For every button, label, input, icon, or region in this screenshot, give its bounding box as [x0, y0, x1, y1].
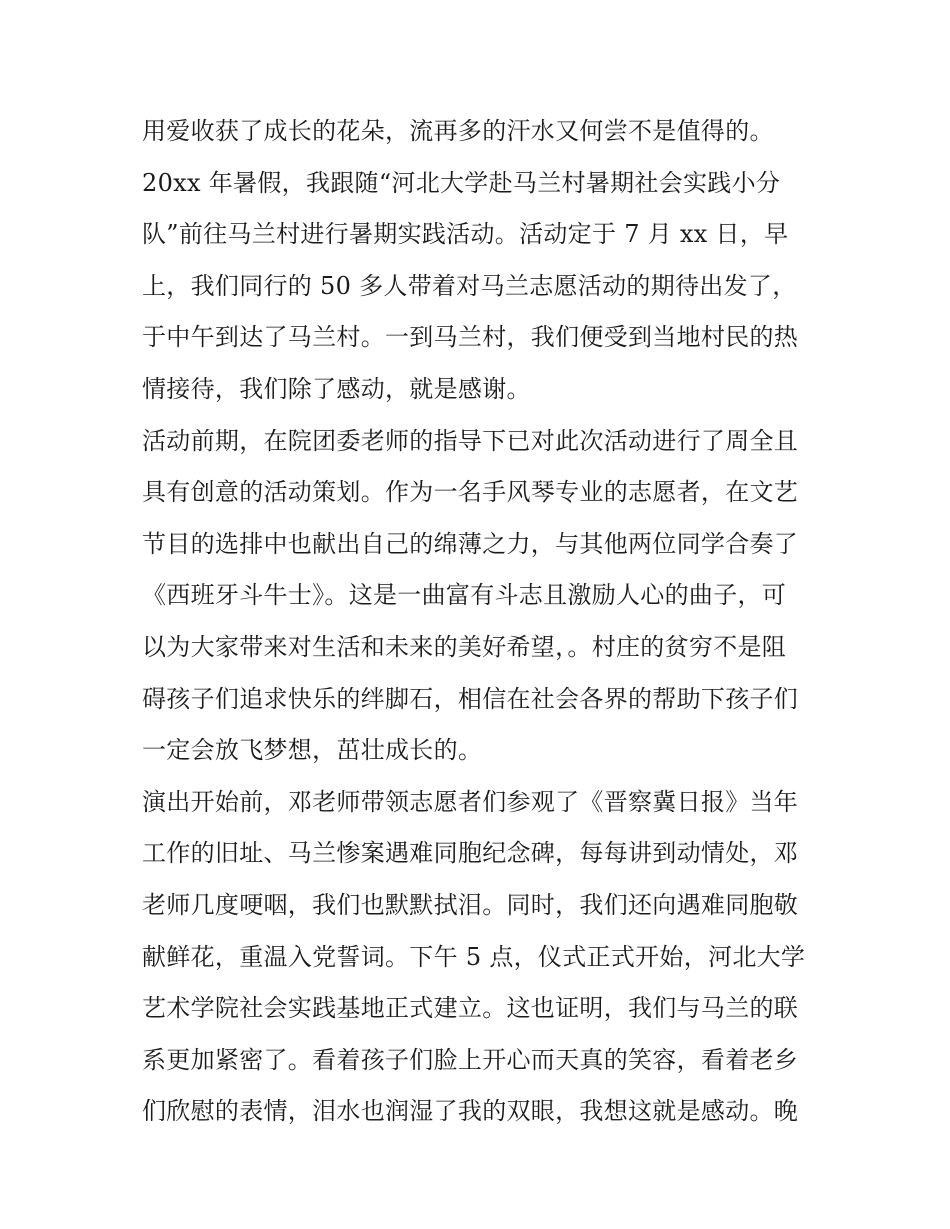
text-line: 献鲜花，重温入党誓词。下午 5 点，仪式正式开始，河北大学 — [142, 942, 806, 971]
text-line: 上，我们同行的 50 多人带着对马兰志愿活动的期待出发了， — [142, 271, 797, 300]
text-line: 以为大家带来对生活和未来的美好希望，。村庄的贫穷不是阻 — [142, 632, 787, 661]
text-line: 队”前往马兰村进行暑期实践活动。活动定于 7 月 xx 日，早 — [142, 220, 789, 249]
text-line: 节目的选排中也献出自己的绵薄之力，与其他两位同学合奏了 — [142, 529, 799, 558]
text-line: 情接待，我们除了感动，就是感谢。 — [142, 374, 531, 403]
text-line: 碍孩子们追求快乐的绊脚石，相信在社会各界的帮助下孩子们 — [142, 684, 799, 713]
text-line: 于中午到达了马兰村。一到马兰村，我们便受到当地村民的热 — [142, 323, 799, 352]
text-line: 《西班牙斗牛士》。这是一曲富有斗志且激励人心的曲子，可 — [142, 581, 787, 610]
text-line: 活动前期，在院团委老师的指导下已对此次活动进行了周全且 — [142, 426, 799, 455]
text-line: 老师几度哽咽，我们也默默拭泪。同时，我们还向遇难同胞敬 — [142, 890, 799, 919]
text-line: 工作的旧址、马兰惨案遇难同胞纪念碑，每每讲到动情处，邓 — [142, 839, 799, 868]
text-line: 艺术学院社会实践基地正式建立。这也证明，我们与马兰的联 — [142, 994, 799, 1023]
text-line: 具有创意的活动策划。作为一名手风琴专业的志愿者，在文艺 — [142, 478, 799, 507]
text-line: 系更加紧密了。看着孩子们脸上开心而天真的笑容，看着老乡 — [142, 1045, 799, 1074]
text-line: 演出开始前，邓老师带领志愿者们参观了《晋察冀日报》当年 — [142, 787, 799, 816]
text-line: 一定会放飞梦想，茁壮成长的。 — [142, 736, 483, 765]
text-line: 20xx 年暑假，我跟随“河北大学赴马兰村暑期社会实践小分 — [142, 168, 781, 197]
body-text — [142, 106, 822, 1138]
text-line: 们欣慰的表情，泪水也润湿了我的双眼，我想这就是感动。晚 — [142, 1097, 799, 1126]
text-line: 用爱收获了成长的花朵，流再多的汗水又何尝不是值得的。 — [142, 117, 774, 145]
